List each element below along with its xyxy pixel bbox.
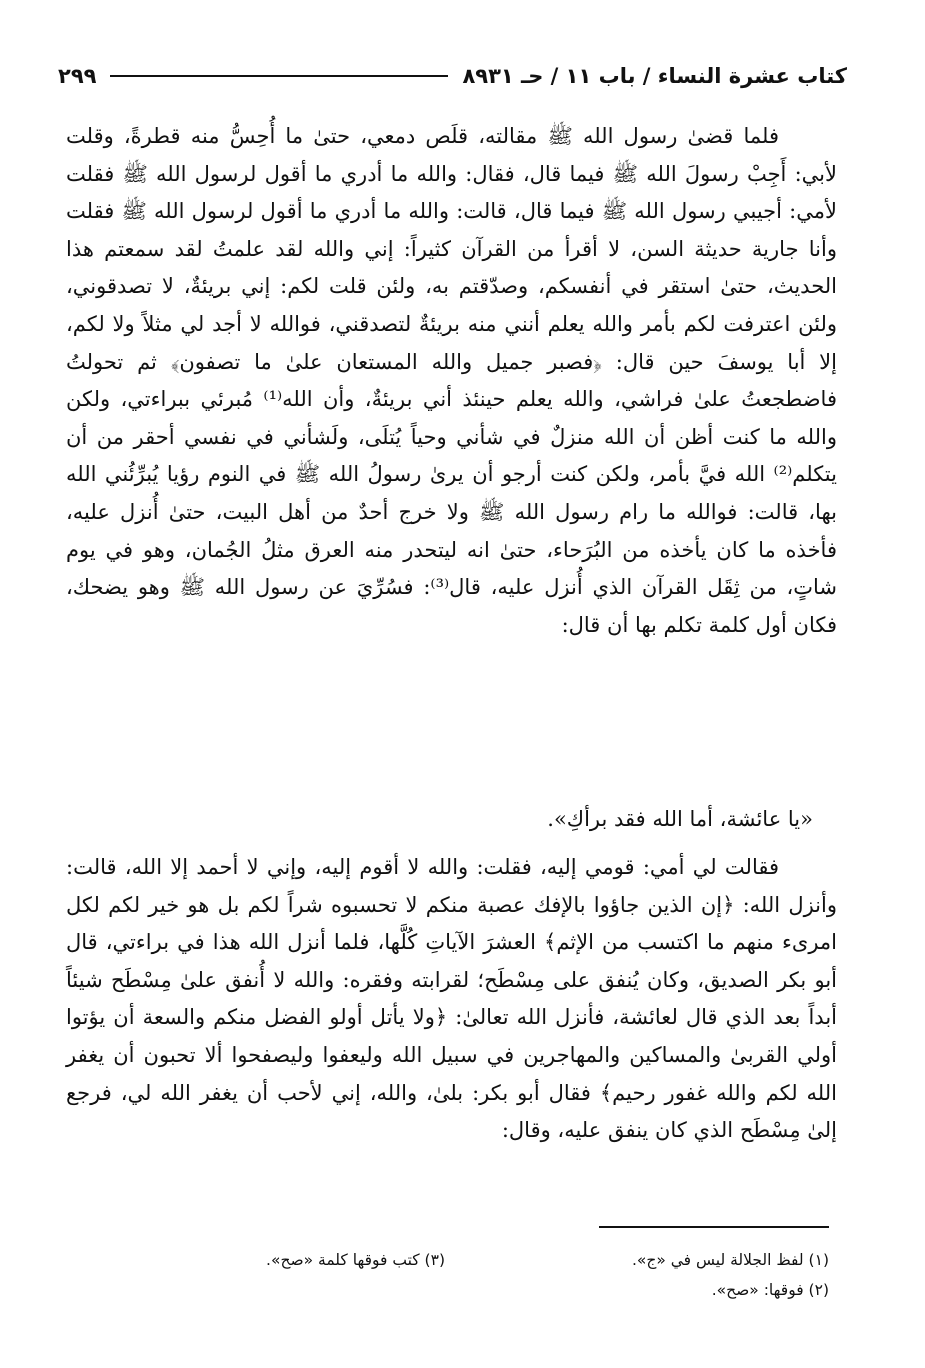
- footnote-rule: [599, 1226, 829, 1228]
- footnote-1: (١) لفظ الجلالة ليس في «ج».: [631, 1251, 829, 1269]
- header-rule: [110, 75, 448, 77]
- body-paragraph-1: فلما قضىٰ رسول الله ﷺ مقالته، قلَص دمعي، حتىٰ ما أُحِسُّ منه قطرةً، وقلت لأبي: أَجِبْ رسولَ الله ﷺ فيما قال، فقال: والله ما أدري ما أقول لرسول الله ﷺ فقلت لأمي: أجيبي رسول الله ﷺ فيما قال، قالت: والله ما أدري ما أقول لرسول الله ﷺ فقلت وأنا جارية حديثة السن، لا أقرأ من القرآن كثيراً: إني والله لقد علمتُ لقد سمعتم هذا الحديث، حتىٰ استقر في أنفسكم، وصدّقتم به، ولئن قلت لكم: إني بريئةٌ، لا تصدقوني، ولئن اعترفت لكم بأمر والله يعلم أنني منه بريئةٌ لتصدقني، فوالله لا أجد لي مثلاً ولا لكم، إلا أبا يوسفَ حين قال: ﴿فصبر جميل والله المستعان علىٰ ما تصفون﴾ ثم تحولتُ فاضطجعتُ علىٰ فراشي، والله يعلم حينئذ أني بريئةٌ، وأن الله⁽¹⁾ مُبرئي ببراءتي، ولكن والله ما كنت أظن أن الله منزلٌ في شأني وحياً يُتلَى، ولَشأني في نفسي أحقر من أن يتكلم⁽²⁾ الله فيَّ بأمر، ولكن كنت أرجو أن يرىٰ رسولُ الله ﷺ في النوم رؤيا يُبرِّئُني الله بها، قالت: فوالله ما رام رسول الله ﷺ ولا خرج أحدٌ من أهل البيت، حتىٰ أُنزل عليه، فأخذه ما كان يأخذه من البُرَحاء، حتىٰ انه ليتحدر منه العرق مثلُ الجُمان، وهو في يوم شاتٍ، من ثِقَل القرآن الذي أُنزل عليه، قال⁽³⁾: فسُرِّيَ عن رسول الله ﷺ وهو يضحك، فكان أول كلمة تكلم بها أن قال:: [66, 124, 837, 637]
- footnote-3: (٣) كتب فوقها كلمة «صح».: [266, 1251, 445, 1269]
- page-header: [58, 56, 847, 96]
- footnote-2: (٢) فوقها: «صح».: [711, 1281, 829, 1299]
- body-paragraph-2: فقالت لي أمي: قومي إليه، فقلت: والله لا أقوم إليه، وإني لا أحمد إلا الله، قالت: وأنزل الله: ﴿إن الذين جاؤوا بالإفك عصبة منكم لا تحسبوه شراً لكم بل هو خير لكم لكل امرىء منهم ما اكتسب من الإثم﴾ العشرَ الآياتِ كُلَّها، فلما أنزل الله هذا في براءتي، قال أبو بكر الصديق، وكان يُنفق على مِسْطَح؛ لقرابته وفقره: والله لا أُنفق علىٰ مِسْطَح شيئاً أبداً بعد الذي قال لعائشة، فأنزل الله تعالىٰ: ﴿ولا يأتل أولو الفضل منكم والسعة أن يؤتوا أولي القربىٰ والمساكين والمهاجرين في سبيل الله وليعفوا وليصفحوا ألا تحبون أن يغفر الله لكم والله غفور رحيم﴾ فقال أبو بكر: بلىٰ، والله، إني لأحب أن يغفر الله لي، فرجع إلىٰ مِسْطَح الذي كان ينفق عليه، وقال:: [66, 855, 837, 1143]
- prophet-quote: «يا عائشة، أما الله فقد برأكِ».: [547, 807, 813, 831]
- page-number: ٢٩٩: [58, 64, 97, 88]
- running-head: كتاب عشرة النساء / باب ١١ / حـ ٨٩٣١: [462, 64, 847, 88]
